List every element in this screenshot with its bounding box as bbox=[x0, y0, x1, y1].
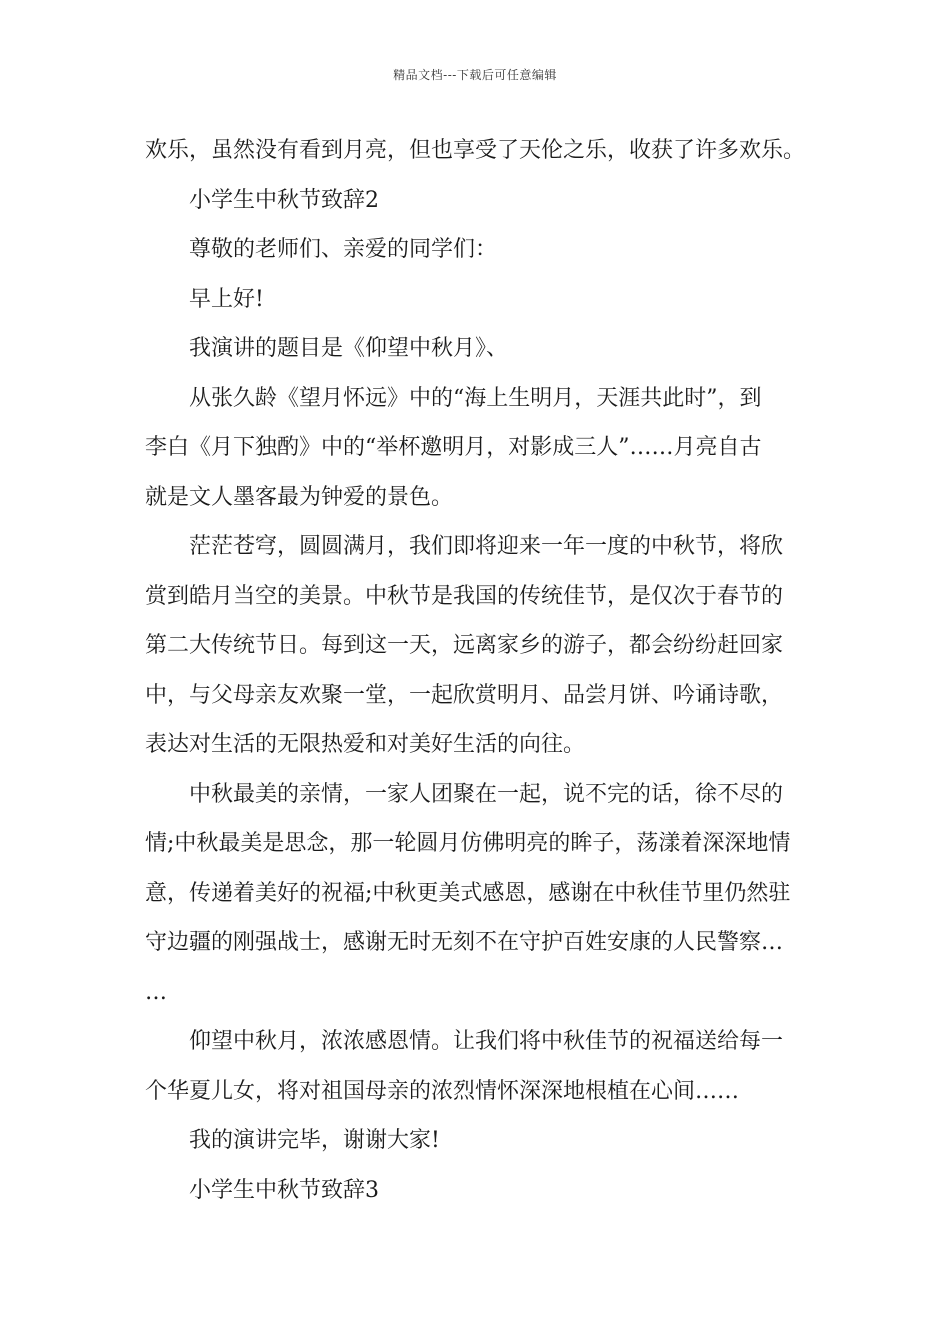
text-line: 欢乐，虽然没有看到月亮，但也享受了天伦之乐，收获了许多欢乐。 bbox=[145, 138, 806, 163]
section-heading: 小学生中秋节致辞2 bbox=[189, 187, 379, 213]
text-line: 茫茫苍穹，圆圆满月，我们即将迎来一年一度的中秋节，将欣 bbox=[189, 534, 784, 559]
text-line: 表达对生活的无限热爱和对美好生活的向往。 bbox=[145, 732, 586, 757]
text-line: 中秋最美的亲情，一家人团聚在一起，说不完的话，徐不尽的 bbox=[189, 781, 784, 807]
salutation: 尊敬的老师们、亲爱的同学们： bbox=[189, 237, 498, 262]
greeting: 早上好! bbox=[189, 286, 264, 312]
text-line: 我的演讲完毕，谢谢大家! bbox=[189, 1128, 440, 1153]
text-line: 守边疆的刚强战士，感谢无时无刻不在守护百姓安康的人民警察… bbox=[145, 930, 784, 955]
text-line: … bbox=[145, 979, 167, 1005]
text-line: 我演讲的题目是《仰望中秋月》、 bbox=[189, 336, 509, 361]
text-line: 李白《月下独酌》中的“举杯邀明月，对影成三人”……月亮自古 bbox=[145, 435, 762, 460]
text-line: 从张久龄《望月怀远》中的“海上生明月，天涯共此时”，到 bbox=[189, 385, 762, 411]
text-line: 赏到皓月当空的美景。中秋节是我国的传统佳节，是仅次于春节的 bbox=[145, 583, 784, 609]
text-line: 个华夏儿女，将对祖国母亲的浓烈情怀深深地根植在心间…… bbox=[145, 1078, 740, 1104]
text-line: 情;中秋最美是思念，那一轮圆月仿佛明亮的眸子，荡漾着深深地情 bbox=[145, 831, 791, 856]
text-line: 中，与父母亲友欢聚一堂，一起欣赏明月、品尝月饼、吟诵诗歌， bbox=[145, 682, 784, 708]
text-line: 就是文人墨客最为钟爱的景色。 bbox=[145, 484, 454, 510]
text-line: 第二大传统节日。每到这一天，远离家乡的游子，都会纷纷赶回家 bbox=[145, 633, 784, 658]
document-body bbox=[145, 126, 807, 1215]
page-header: 精品文档---下载后可任意编辑 bbox=[393, 68, 557, 82]
text-line: 仰望中秋月，浓浓感恩情。让我们将中秋佳节的祝福送给每一 bbox=[189, 1029, 784, 1054]
section-heading: 小学生中秋节致辞3 bbox=[189, 1177, 379, 1203]
text-line: 意，传递着美好的祝福;中秋更美式感恩，感谢在中秋佳节里仍然驻 bbox=[145, 880, 791, 906]
